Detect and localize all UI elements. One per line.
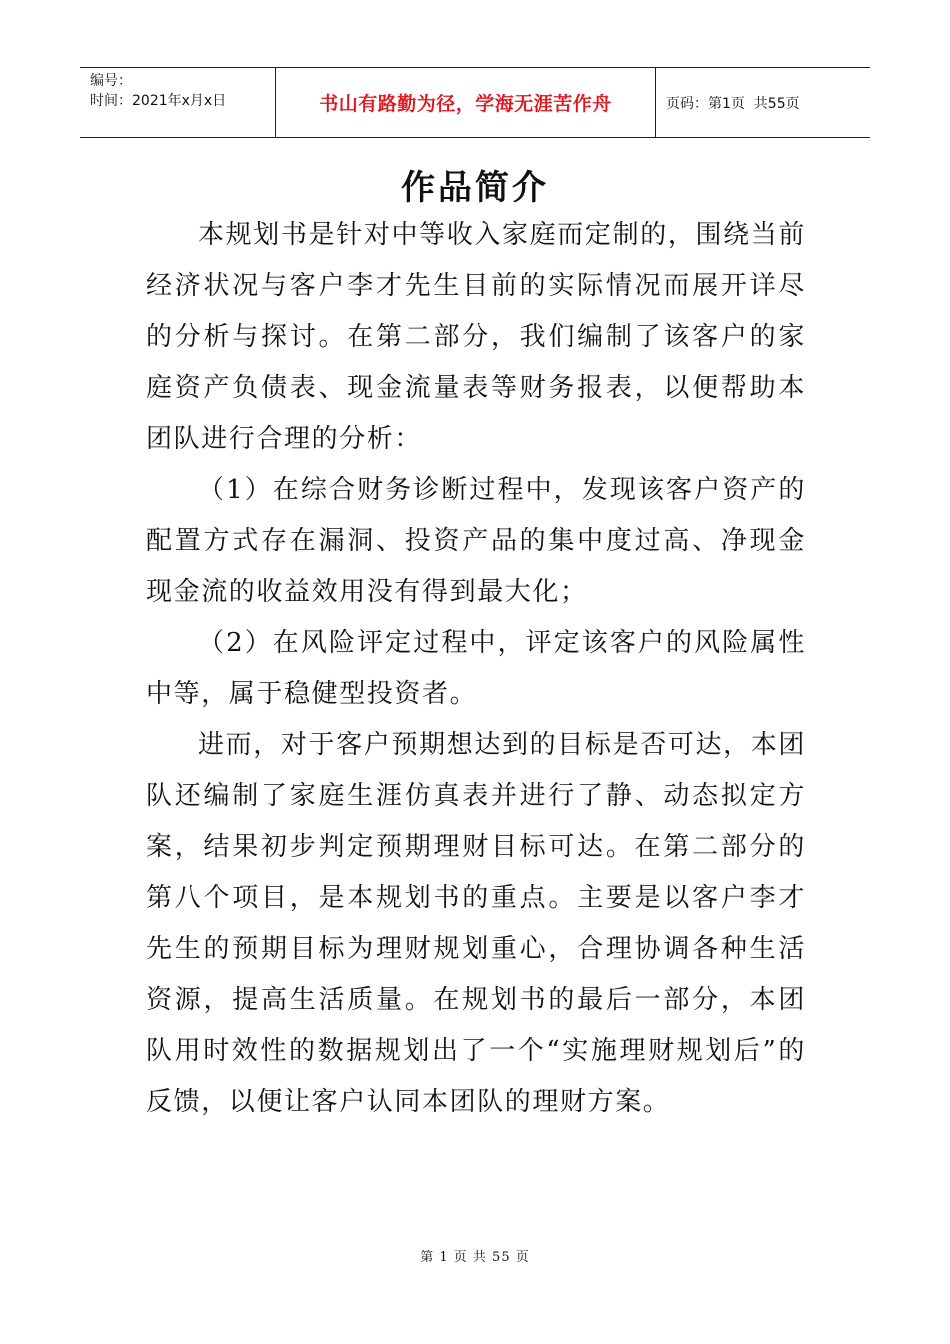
page-footer: 第 1 页 共 55 页 [420, 1250, 530, 1265]
body-paragraph: （1）在综合财务诊断过程中，发现该客户资产的配置方式存在漏洞、投资产品的集中度过高、净现金现金流的收益效用没有得到最大化； [146, 475, 806, 607]
body-paragraph: 本规划书是针对中等收入家庭而定制的，围绕当前经济状况与客户李才先生目前的实际情况而展开详尽的分析与探讨。在第二部分，我们编制了该客户的家庭资产负债表、现金流量表等财务报表，以便帮助本团队进行合理的分析： [146, 220, 806, 454]
document-title: 作品简介 [401, 168, 549, 208]
body-paragraph: （2）在风险评定过程中，评定该客户的风险属性中等，属于稳健型投资者。 [146, 628, 806, 709]
code-label: 编号： [90, 73, 132, 89]
document-body [146, 210, 806, 1128]
header-page-cell [656, 68, 870, 137]
motto-text: 书山有路勤为径，学海无涯苦作舟 [319, 93, 612, 115]
body-paragraph: 进而，对于客户预期想达到的目标是否可达，本团队还编制了家庭生涯仿真表并进行了静、动态拟定方案，结果初步判定预期理财目标可达。在第二部分的第八个项目，是本规划书的重点。主要是以客户李才先生的预期目标为理财规划重心，合理协调各种生活资源，提高生活质量。在规划书的最后一部分，本团队用时效性的数据规划出了一个“实施理财规划后”的反馈，以便让客户认同本团队的理财方案。 [146, 730, 806, 1117]
document-header [80, 67, 870, 138]
header-motto-cell [276, 68, 656, 137]
page-info: 页码：第1页 共55页 [666, 95, 800, 112]
date-line: 时间：2021年x月x日 [90, 93, 227, 109]
header-meta-cell [80, 68, 276, 137]
